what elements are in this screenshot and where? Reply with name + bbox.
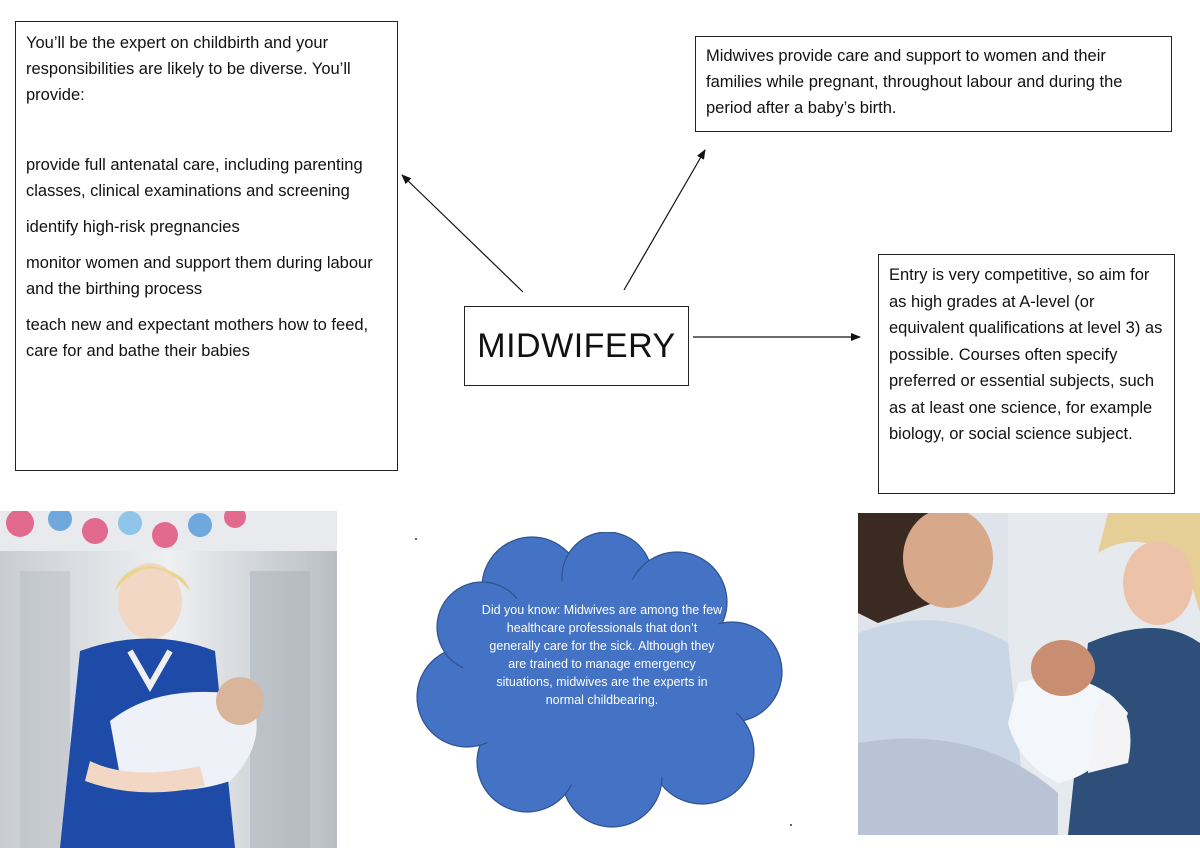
mother-and-midwife-photo xyxy=(858,513,1200,835)
definition-box xyxy=(695,36,1172,132)
midwife-photo xyxy=(0,511,337,848)
responsibilities-intro: You’ll be the expert on childbirth and your responsibilities are likely to be diverse. You’ll provide: xyxy=(26,34,351,104)
responsibility-item: identify high-risk pregnancies xyxy=(26,218,240,236)
responsibility-item: provide full antenatal care, including parenting classes, clinical examinations and screening xyxy=(26,156,363,200)
stray-dot xyxy=(415,538,417,540)
arrow-to-top-right-box xyxy=(624,150,705,290)
central-topic-box xyxy=(464,306,689,386)
arrow-to-left-box xyxy=(402,175,523,292)
entry-requirements-box xyxy=(878,254,1175,494)
did-you-know-text: Did you know: Midwives are among the few healthcare professionals that don’t generally care for the sick. Although they are trained to manage emergency situations, midwives are the experts in normal childbearing. xyxy=(481,603,723,707)
entry-requirements-text: Entry is very competitive, so aim for as high grades at A-level (or equivalent qualifications at level 3) as possible. Courses often specify preferred or essential subjects, such as at least one science, for example biology, or social science subject. xyxy=(889,266,1163,443)
responsibilities-box xyxy=(15,21,398,471)
stray-dot xyxy=(790,824,792,826)
central-topic-title: MIDWIFERY xyxy=(477,326,676,365)
responsibility-item: teach new and expectant mothers how to feed, care for and bathe their babies xyxy=(26,316,369,360)
responsibility-item: monitor women and support them during labour and the birthing process xyxy=(26,254,373,298)
definition-text: Midwives provide care and support to women and their families while pregnant, throughout labour and during the period after a baby’s birth. xyxy=(706,47,1123,117)
